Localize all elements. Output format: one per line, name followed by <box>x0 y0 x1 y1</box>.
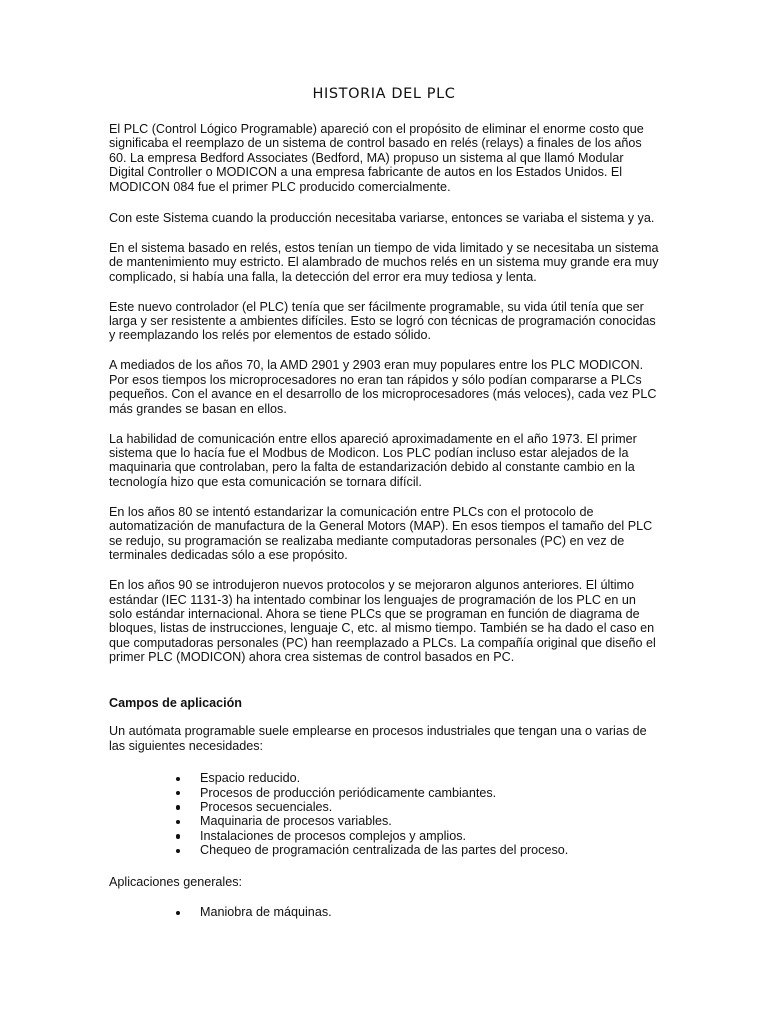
document-body <box>109 122 661 937</box>
general-applications-label: Aplicaciones generales: <box>109 874 243 889</box>
general-applications-list <box>109 905 661 919</box>
bullet-icon <box>176 820 180 824</box>
bullet-icon <box>176 777 180 781</box>
page-title: HISTORIA DEL PLC <box>312 86 456 102</box>
bullet-icon <box>176 849 180 853</box>
paragraph: A mediados de los años 70, la AMD 2901 y 2903 eran muy populares entre los PLC MODICON. Por esos tiempos los microprocesadores no eran tan rápidos y sólo podían compararse a PLCs pequeños. Con el avance en el desarrollo de los microprocesadores (más veloces), cada vez PLC más grandes se basan en ellos. <box>109 358 657 416</box>
paragraph: En los años 80 se intentó estandarizar la comunicación entre PLCs con el protocolo de automatización de manufactura de la General Motors (MAP). En esos tiempos el tamaño del PLC se redujo, su programación se realizaba mediante computadoras personales (PC) en vez de terminales dedicadas sólo a ese propósito. <box>109 504 653 563</box>
list-item-text: Instalaciones de procesos complejos y amplios. <box>200 828 466 843</box>
list-item-text: Maquinaria de procesos variables. <box>200 814 392 829</box>
bullet-icon <box>176 911 180 915</box>
list-item-text: Procesos de producción periódicamente cambiantes. <box>200 785 497 800</box>
paragraph: En los años 90 se introdujeron nuevos protocolos y se mejoraron algunos anteriores. El último estándar (IEC 1131-3) ha intentado combinar los lenguajes de programación de los PLC en un solo estándar internacional. Ahora se tiene PLCs que se programan en función de diagrama de bloques, listas de instrucciones, lenguaje C, etc. al mismo tiempo. También se ha dado el caso en que computadoras personales (PC) han reemplazado a PLCs. La compañía original que diseño el primer PLC (MODICON) ahora crea sistemas de control basados en PC. <box>109 578 656 665</box>
bullet-icon <box>176 834 180 838</box>
paragraph: La habilidad de comunicación entre ellos apareció aproximadamente en el año 1973. El primer sistema que lo hacía fue el Modbus de Modicon. Los PLC podían incluso estar alejados de la maquinaria que controlaban, pero la falta de estandarización debido al constante cambio en la tecnología hizo que esta comunicación se tornara difícil. <box>109 431 637 489</box>
paragraph: En el sistema basado en relés, estos tenían un tiempo de vida limitado y se necesitaba un sistema de mantenimiento muy estricto. El alambrado de muchos relés en un sistema muy grande era muy complicado, si había una falla, la detección del error era muy tediosa y lenta. <box>109 240 659 284</box>
list-item <box>109 786 661 800</box>
list-item-text: Maniobra de máquinas. <box>200 905 332 920</box>
list-item <box>109 843 661 857</box>
list-item <box>109 800 661 814</box>
list-item-text: Chequeo de programación centralizada de las partes del proceso. <box>200 843 569 858</box>
paragraph: Con este Sistema cuando la producción necesitaba variarse, entonces se variaba el sistema y ya. <box>109 210 655 225</box>
list-item-text: Procesos secuenciales. <box>200 800 333 815</box>
section-lead: Un autómata programable suele emplearse en procesos industriales que tengan una o varias de las siguientes necesidades: <box>109 724 647 753</box>
list-item <box>109 814 661 828</box>
section-heading: Campos de aplicación <box>109 695 242 710</box>
list-item <box>109 905 661 919</box>
needs-list <box>109 771 661 857</box>
list-item <box>109 771 661 785</box>
list-item <box>109 829 661 843</box>
paragraph: El PLC (Control Lógico Programable) apareció con el propósito de eliminar el enorme costo que significaba el reemplazo de un sistema de control basado en relés (relays) a finales de los años 60. La empresa Bedford Associates (Bedford, MA) propuso un sistema al que llamó Modular Digital Controller o MODICON a una empresa fabricante de autos en los Estados Unidos. El MODICON 084 fue el primer PLC producido comercialmente. <box>109 122 644 194</box>
bullet-icon <box>176 791 180 795</box>
paragraph: Este nuevo controlador (el PLC) tenía que ser fácilmente programable, su vida útil tenía que ser larga y ser resistente a ambientes difíciles. Esto se logró con técnicas de programación conocidas y reemplazando los relés por elementos de estado sólido. <box>109 299 656 343</box>
bullet-icon <box>176 805 180 809</box>
list-item-text: Espacio reducido. <box>200 771 301 786</box>
